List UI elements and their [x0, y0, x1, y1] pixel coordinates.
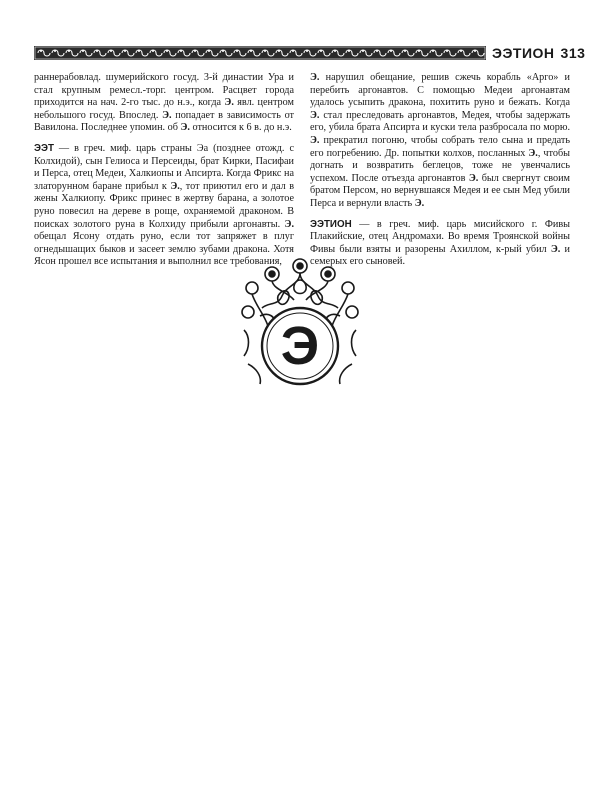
- abbreviated-headword: Э.: [224, 97, 234, 109]
- right-column: [310, 72, 570, 277]
- entry-headword: ЭЭТ: [34, 142, 54, 154]
- text-run: и семерых его сыновей.: [310, 243, 571, 268]
- two-column-text: [34, 72, 571, 268]
- text-run: обещал Ясону отдать руно, если тот запряжет в плуг огнедышащих быков и засеет землю зубами дракона. Хотя Ясон прошел все испытания и выполнил все требования,: [34, 231, 294, 268]
- text-run: нарушил обещание, решив сжечь корабль «Арго» и перебить аргонавтов. С помощью Медеи аргонавтам удалось усыпить дракона, похитить руно и бежать. Когда: [310, 72, 570, 109]
- abbreviated-headword: Э.: [528, 147, 538, 159]
- text-run: раннерабовлад. шумерийского госуд. 3-й династии Ура и стал крупным ремесл.-торг. центром. Расцвет города приходится на нач. 2-го тыс. до н.э., когда: [34, 72, 294, 109]
- abbreviated-headword: Э.: [180, 122, 190, 134]
- running-header: [34, 44, 586, 62]
- abbreviated-headword: Э.: [310, 72, 320, 83]
- text-run: попадает в зависимость от Вавилона. Последнее упомин. об: [34, 109, 294, 134]
- left-column: [34, 72, 294, 277]
- text-run: , тот приютил его и дал в жены Халкиопу. Фрикс принес в жертву барана, а золотое руно повесил на дереве в роще, охраняемой драконом. В поисках золотого руна в Колхиду прибыли аргонавты.: [34, 180, 295, 230]
- abbreviated-headword: Э.: [310, 134, 320, 146]
- text-run: относится к 6 в. до н.э.: [189, 122, 292, 134]
- abbreviated-headword: Э.: [310, 109, 320, 121]
- entry-headword: ЭЭТИОН: [310, 218, 352, 230]
- abbreviated-headword: Э.: [414, 197, 425, 209]
- entry-eet-continuation-paragraph: [310, 72, 570, 211]
- ornamental-drop-cap-icon: [238, 256, 362, 388]
- abbreviated-headword: Э.: [284, 218, 294, 230]
- entry-eet-paragraph: [34, 143, 294, 269]
- text-run: явл. центром небольшого госуд. Впослед.: [34, 97, 294, 121]
- running-title: [492, 44, 585, 62]
- abbreviated-headword: Э.: [162, 109, 172, 121]
- text-run: прекратил погоню, чтобы собрать тело сына и предать его погребению. Др. попытки колхов, посланных: [310, 134, 570, 159]
- ornamental-border-icon: [34, 46, 486, 60]
- page-number: 313: [560, 45, 586, 61]
- header-title: ЭЭТИОН: [492, 45, 555, 61]
- text-run: стал преследовать аргонавтов, Медея, чтобы задержать его, убила брата Апсирта и куски тела разбросала по морю.: [310, 109, 570, 134]
- abbreviated-headword: Э.: [170, 180, 180, 192]
- text-run: — в греч. миф. царь мисийского г. Фивы Плакийские, отец Андромахи. Во время Троянской войны Фивы были взяты и разорены Ахиллом, к-рый убил: [310, 218, 570, 255]
- abbreviated-headword: Э.: [468, 172, 479, 184]
- text-run: — в греч. миф. царь страны Эа (позднее отожд. с Колхидой), сын Гелиоса и Персеиды, брат Кирки, Пасифаи и Перса, отец Медеи, Халкиопы и Апсирта. Когда Фрикс на златорунном баране прибыл к: [34, 142, 294, 192]
- text-run: был свергнут своим братом Персом, но вернувшаяся Медея и ее сын Мед убили Перса и вернули власть: [310, 172, 570, 209]
- text-run: , чтобы догнать и возвратить беглецов, тоже не увенчались успехом. После отъезда аргонавтов: [310, 147, 570, 184]
- entry-continuation-paragraph: [34, 72, 294, 135]
- abbreviated-headword: Э.: [550, 243, 561, 255]
- drop-cap-letter: Э: [280, 316, 320, 376]
